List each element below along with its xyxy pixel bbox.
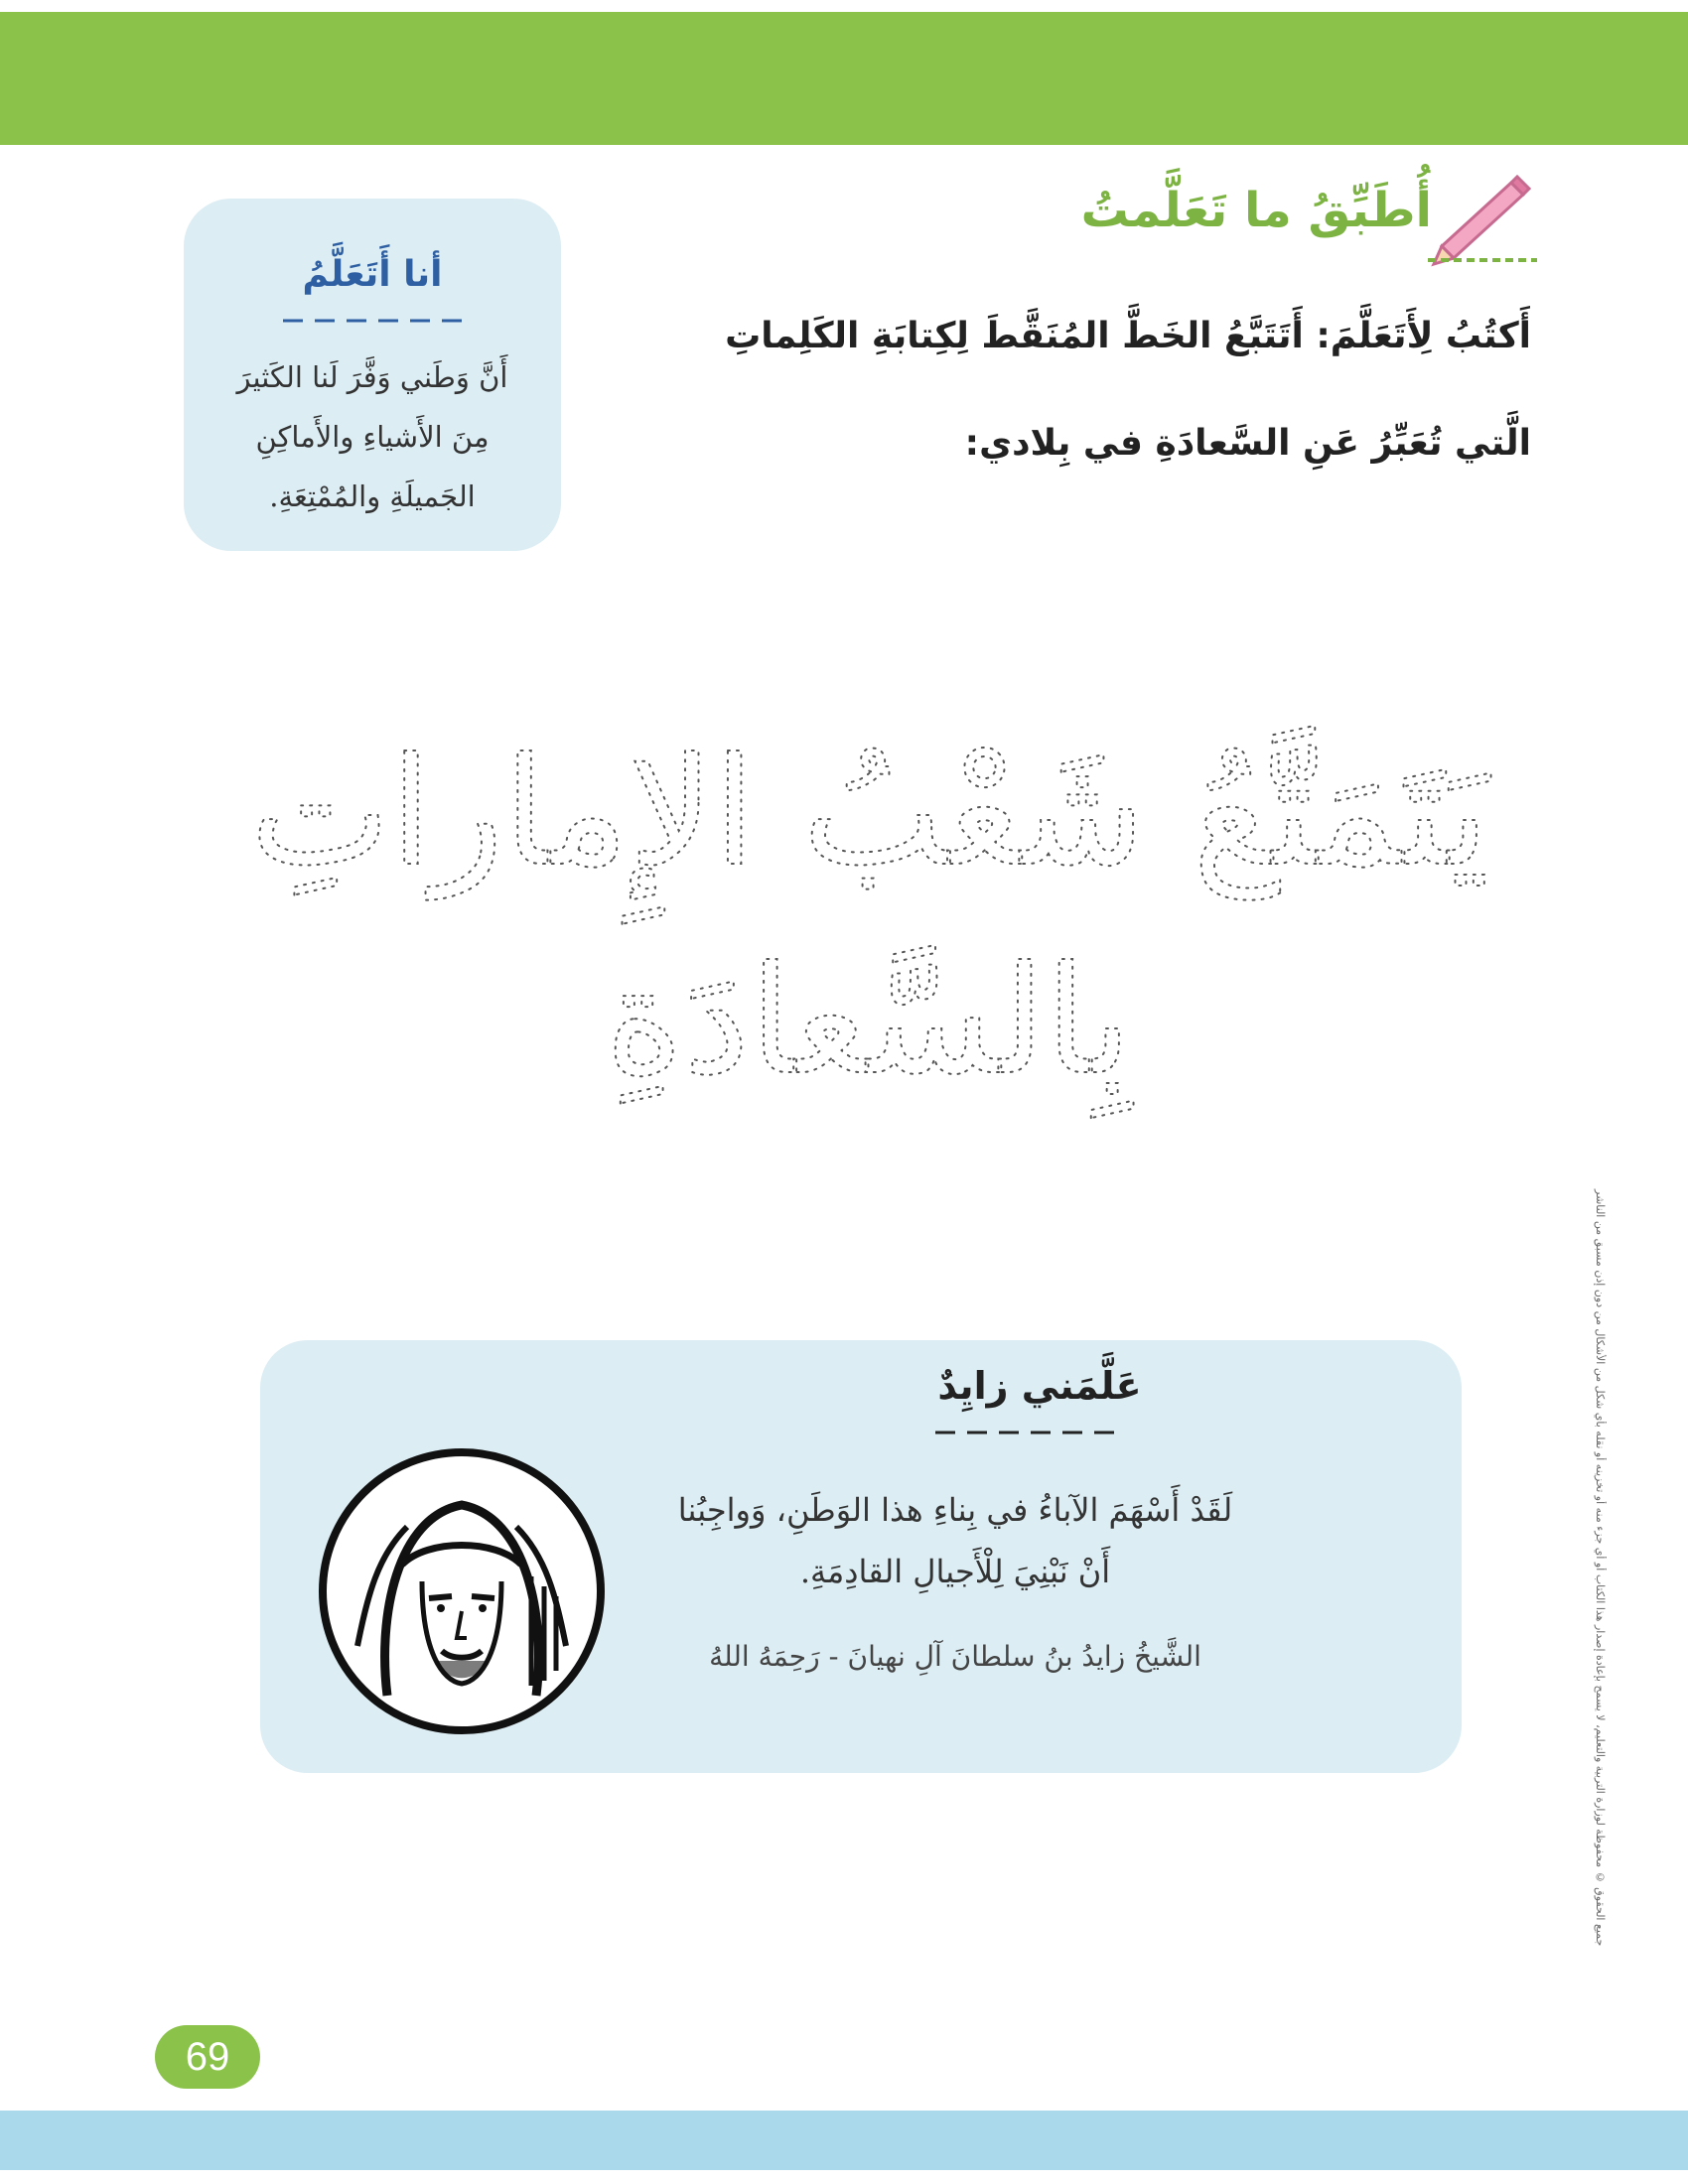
learn-line: أَنَّ وَطَني وَفَّرَ لَنا الكَثيرَ <box>236 360 508 394</box>
side-copyright-note: جميع الحقوق © محفوظة لوزارة التربية والتعليم، لا يسمح بإعادة إصدار هذا الكتاب أو أي جزء منه أو تخزينه أو نقله بأي شكل من الأشكال من دون إذن مسبق من الناشر <box>1594 1188 1607 1946</box>
portrait-icon <box>318 1447 606 1735</box>
zayed-title-underline <box>935 1428 1124 1437</box>
learn-box-title: أنا أَتَعَلَّمُ <box>302 254 443 295</box>
tracing-line-1[interactable]: يَتَمَتَّعُ شَعْبُ الإِماراتِ <box>249 727 1489 899</box>
tracing-area <box>179 675 1509 1191</box>
section-heading <box>983 169 1539 268</box>
section-title-text: أُطَبِّقُ ما تَعَلَّمتُ <box>1080 183 1432 238</box>
learn-box <box>184 199 561 551</box>
quote-line: لَقَدْ أَسْهَمَ الآباءُ في بِناءِ هذا الوَطَنِ، وَواجِبُنا <box>677 1491 1233 1529</box>
instruction-line-2: الَّتي تُعَبِّرُ عَنِ السَّعادَةِ في بِلادي: <box>964 423 1531 464</box>
learn-line: مِنَ الأَشياءِ والأَماكِنِ <box>255 420 490 454</box>
tracing-line-2[interactable]: بِالسَّعادَةِ <box>605 935 1132 1108</box>
learn-box-body <box>204 347 541 526</box>
learn-title-underline <box>283 316 462 326</box>
page-number: 69 <box>155 2025 260 2089</box>
zayed-quote <box>657 1479 1253 1602</box>
instruction-line-1: أَكتُبُ لِأَتَعَلَّمَ: أَتَتَبَّعُ الخَطَّ المُنَقَّطَ لِكِتابَةِ الكَلِماتِ <box>725 316 1531 356</box>
top-color-bar <box>0 12 1688 145</box>
quote-line: أَنْ نَبْنِيَ لِلْأَجيالِ القادِمَةِ. <box>799 1553 1111 1590</box>
zayed-quote-box <box>260 1340 1462 1773</box>
pencil-icon <box>1420 169 1539 268</box>
bottom-color-bar <box>0 2111 1688 2170</box>
learn-line: الجَميلَةِ والمُمْتِعَةِ. <box>269 479 476 513</box>
zayed-box-title: عَلَّمَني زايِدٌ <box>937 1364 1142 1408</box>
quote-attribution: الشَّيخُ زايدُ بنُ سلطانَ آلِ نهيانَ - رَحِمَهُ اللهُ <box>709 1640 1201 1673</box>
